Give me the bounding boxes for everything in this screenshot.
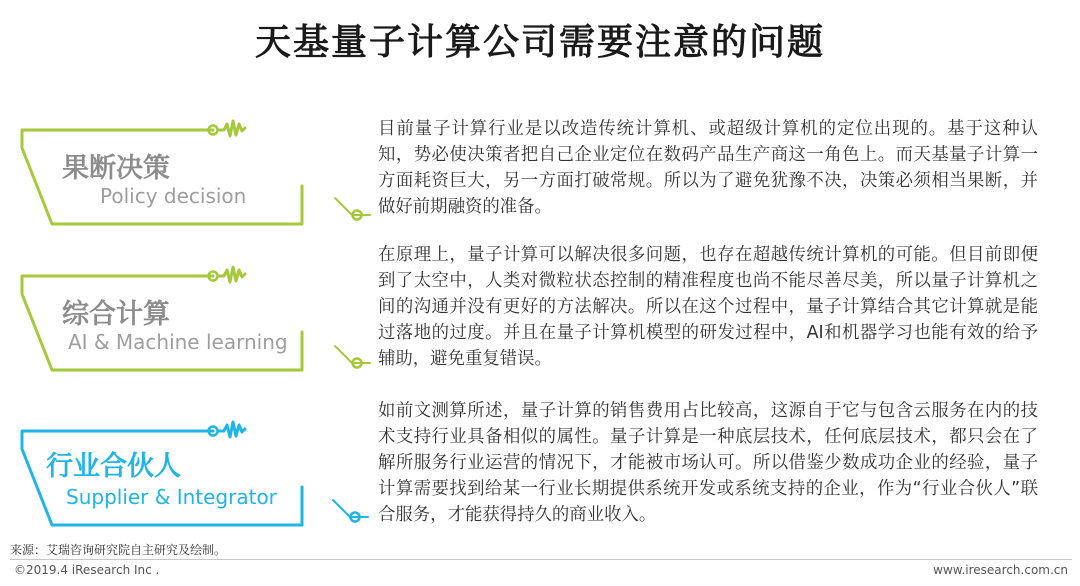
paragraph-ai-machine-learning: 在原理上，量子计算可以解决很多问题，也存在超越传统计算机的可能。但目前即便到了太空中，人类对微粒状态控制的精准程度也尚不能尽善尽美，所以量子计算机之间的沟通并没有更好的方法解决。所以在这个过程中，量子计算结合其它计算就是能过落地的过度。并且在量子计算机模型的研发过程中，AI和机器学习也能有效的给予辅助，避免重复错误。 bbox=[378, 245, 1038, 369]
connector-policy-decision bbox=[335, 198, 370, 220]
paragraph-supplier-integrator: 如前文测算所述，量子计算的销售费用占比较高，这源自于它与包含云服务在内的技术支持行业具备相似的属性。量子计算是一种底层技术，任何底层技术，都只会在了解所服务行业运营的情况下，才能被市场认可。所以借鉴少数成功企业的经验，量子计算需要找到给某一行业长期提供系统开发或系统支持的企业，作为“行业合伙人”联合服务，才能获得持久的商业收入。 bbox=[378, 401, 1038, 525]
paragraph-policy-decision: 目前量子计算行业是以改造传统计算机、或超级计算机的定位出现的。基于这种认知，势必使决策者把自己企业定位在数码产品生产商这一角色上。而天基量子计算一方面耗资巨大，另一方面打破常规。所以为了避免犹豫不决，决策必须相当果断，并做好前期融资的准备。 bbox=[378, 119, 1038, 217]
card-subtitle-ai-machine-learning: AI & Machine learning bbox=[68, 330, 288, 354]
website-link[interactable]: www.iresearch.com.cn bbox=[933, 563, 1068, 577]
source-note: 来源：艾瑞咨询研究院自主研究及绘制。 bbox=[10, 543, 227, 557]
connector-ai-machine-learning bbox=[335, 346, 370, 368]
card-title-supplier-integrator: 行业合伙人 bbox=[46, 451, 181, 482]
connector-supplier-integrator bbox=[333, 500, 368, 522]
footer-divider bbox=[10, 559, 1072, 560]
card-subtitle-supplier-integrator: Supplier & Integrator bbox=[66, 485, 277, 509]
card-subtitle-policy-decision: Policy decision bbox=[100, 184, 247, 208]
copyright-text: ©2019.4 iResearch Inc . bbox=[14, 563, 160, 577]
card-title-ai-machine-learning: 综合计算 bbox=[62, 299, 170, 330]
card-title-policy-decision: 果断决策 bbox=[62, 153, 170, 184]
page-title: 天基量子计算公司需要注意的问题 bbox=[254, 22, 825, 63]
